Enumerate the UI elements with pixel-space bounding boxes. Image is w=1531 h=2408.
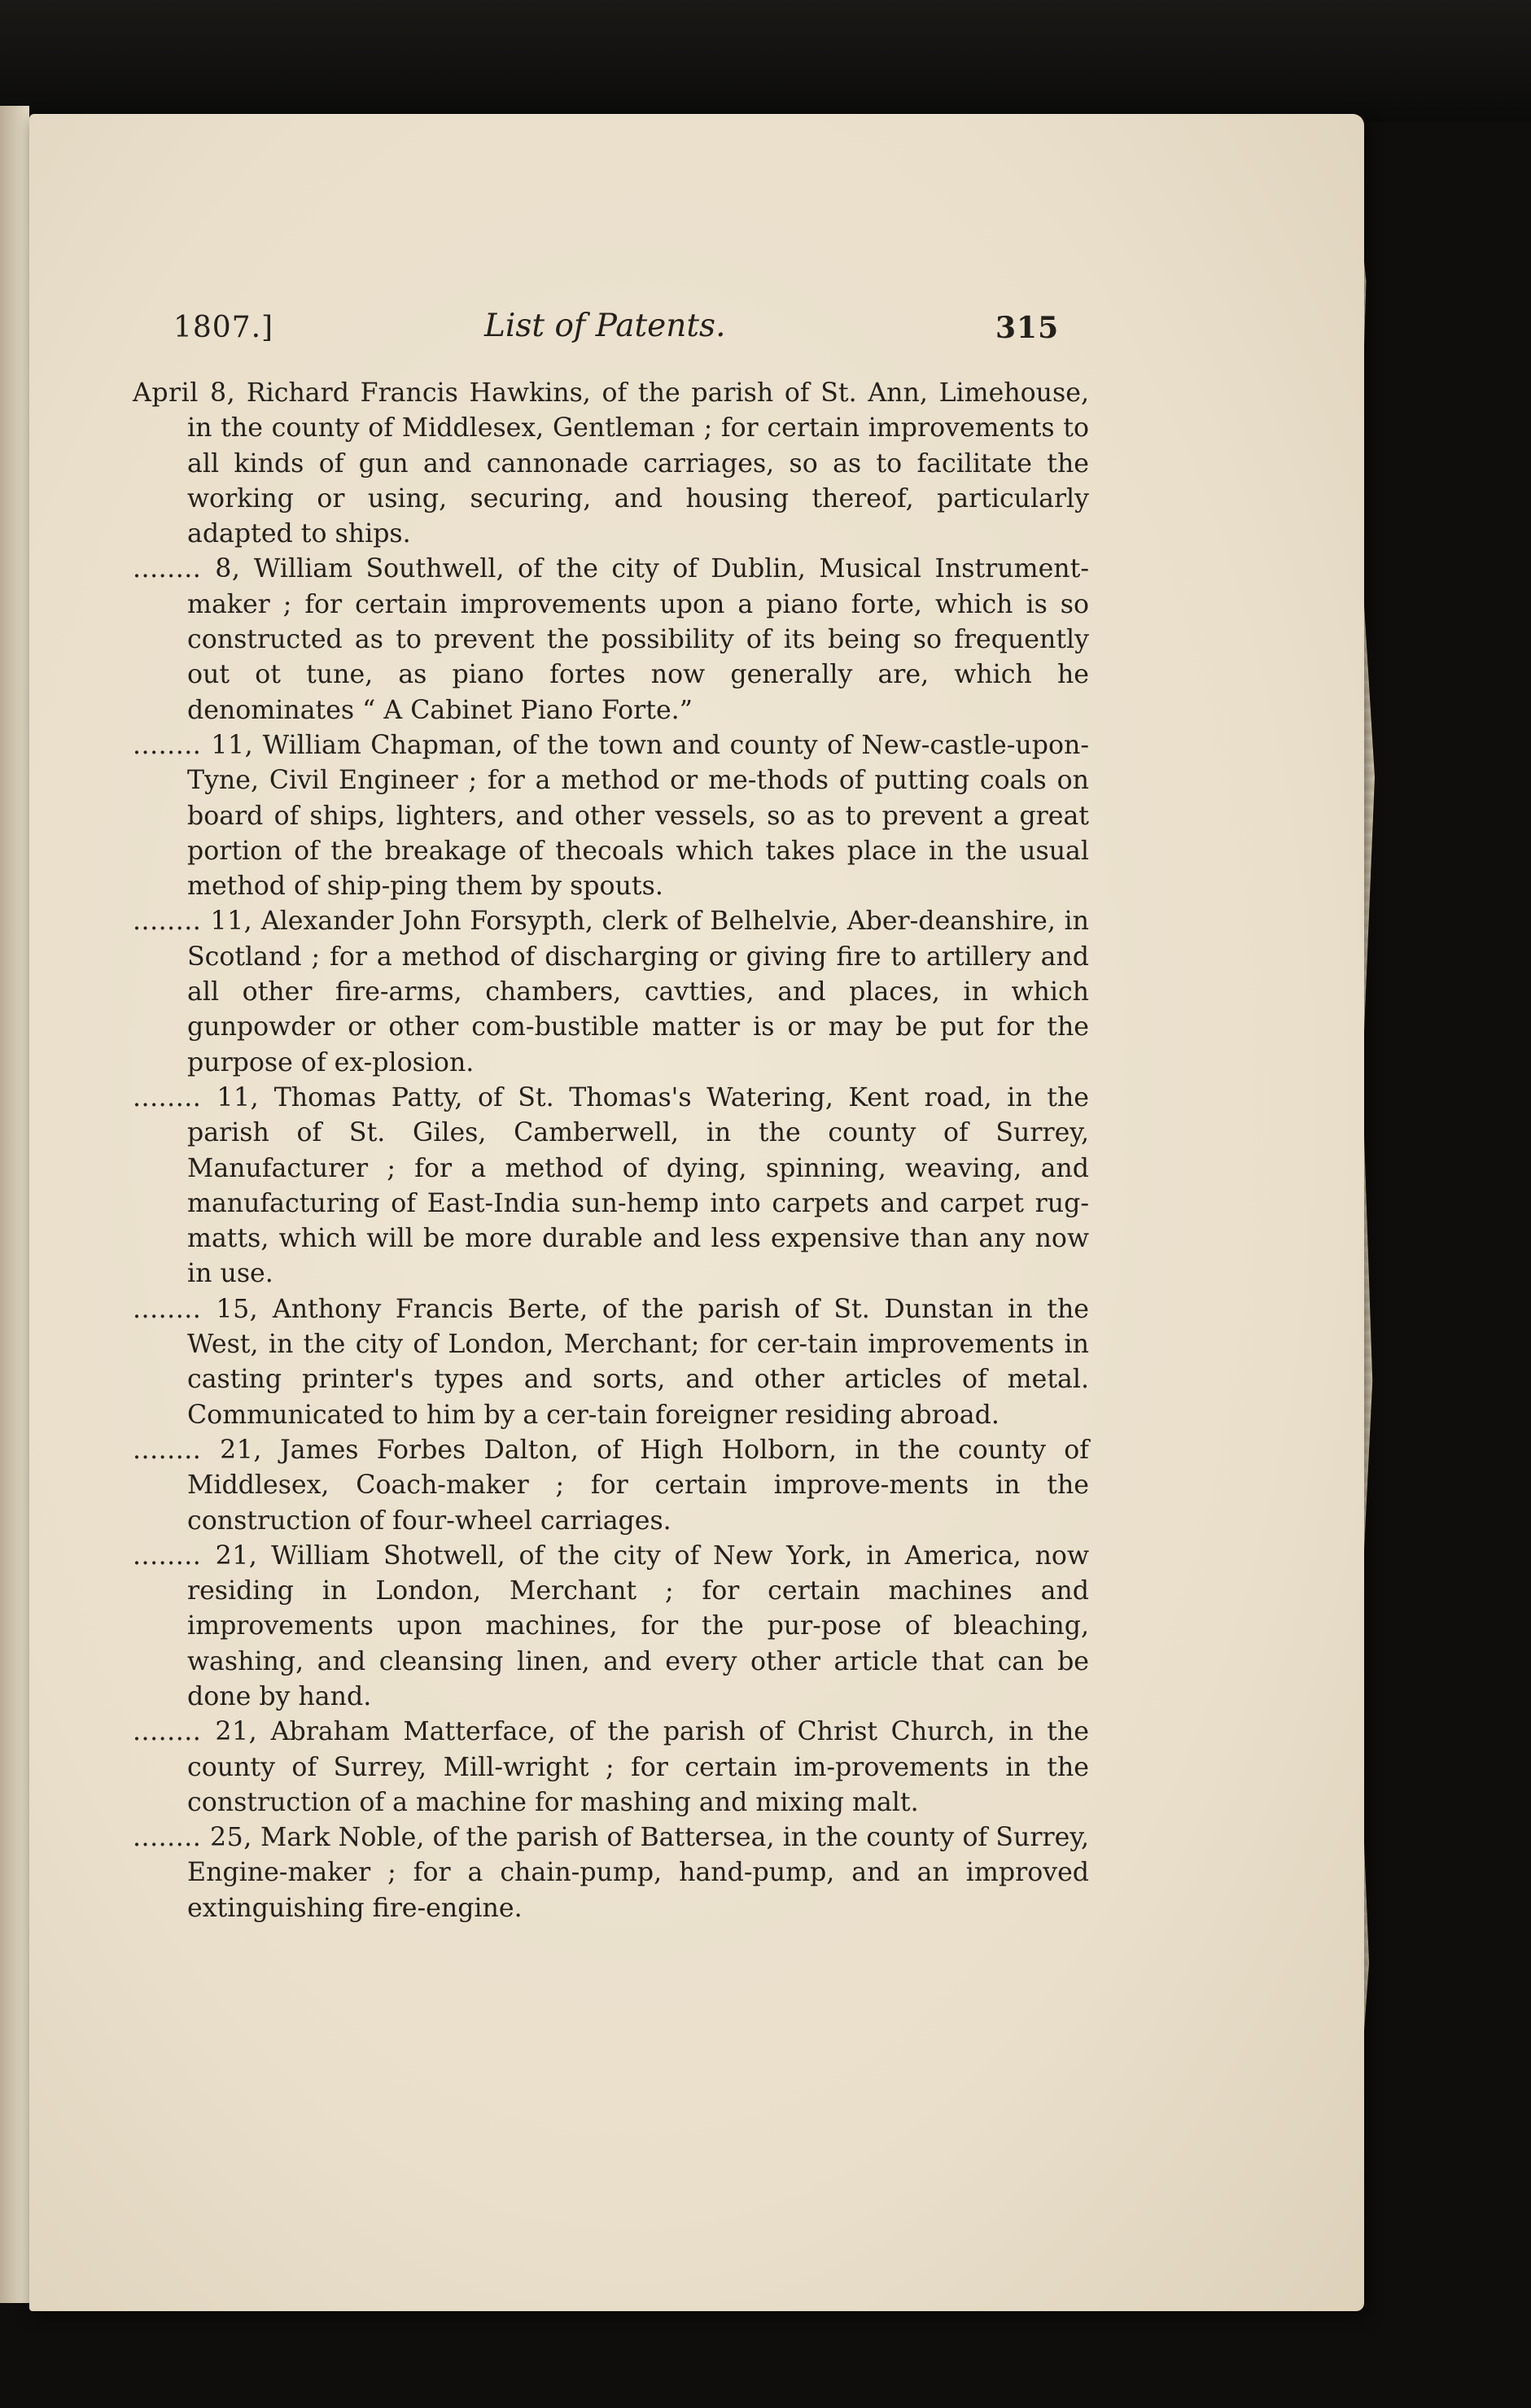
- entry-text: William Southwell, of the city of Dublin, Musical Instrument-maker ; for certain improvements upon a piano forte, which is so constructed as to prevent the possibility of its being so frequently out ot tune, as piano fortes now generally are, which he denominates “ A Cabinet Piano Forte.”: [187, 554, 1090, 725]
- entry-date: ........ 11,: [133, 1082, 260, 1112]
- patent-list: [133, 376, 1089, 1926]
- patent-entry: [133, 1820, 1089, 1926]
- entry-text: Alexander John Forsypth, clerk of Belhelvie, Aber-deanshire, in Scotland ; for a method of discharging or giving fire to artillery and all other fire-arms, chambers, cavtties, and places, in which gunpowder or other com-bustible matter is or may be put for the purpose of ex-plosion.: [187, 907, 1089, 1077]
- patent-entry: [133, 376, 1089, 552]
- facing-page-edge: [0, 106, 29, 2303]
- page-number: 315: [995, 311, 1060, 345]
- entry-date: ........ 15,: [133, 1294, 259, 1324]
- running-header: [133, 306, 1089, 355]
- header-title: List of Patents.: [484, 308, 726, 344]
- entry-date: ........ 11,: [133, 907, 253, 937]
- entry-text: Richard Francis Hawkins, of the parish of St. Ann, Limehouse, in the county of Middlesex, Gentleman ; for certain improvements to all kinds of gun and cannonade carriages, so as to facilitate the working or using, securing, and housing thereof, particularly adapted to ships.: [187, 378, 1089, 549]
- entry-date: ........ 25,: [133, 1823, 252, 1853]
- entry-date: ........ 11,: [133, 730, 254, 760]
- entry-date: ........ 21,: [133, 1435, 262, 1465]
- entry-text: Thomas Patty, of St. Thomas's Watering, Kent road, in the parish of St. Giles, Camberwell, in the county of Surrey, Manufacturer ; for a method of dying, spinning, weaving, and manufacturing of East-India sun-hemp into carpets and carpet rug-matts, which will be more durable and less expensive than any now in use.: [187, 1082, 1089, 1289]
- patent-entry: [133, 728, 1089, 904]
- entry-text: Anthony Francis Berte, of the parish of St. Dunstan in the West, in the city of London, Merchant; for cer-tain improvements in casting printer's types and sorts, and other articles of metal. Communicated to him by a cer-tain foreigner residing abroad.: [187, 1294, 1090, 1430]
- patent-entry: [133, 1539, 1089, 1715]
- entry-date: April 8,: [133, 378, 236, 408]
- patent-entry: [133, 1292, 1089, 1433]
- entry-text: Abraham Matterface, of the parish of Christ Church, in the county of Surrey, Mill-wright ; for certain im-provements in the construction of a machine for mashing and mixing malt.: [187, 1717, 1089, 1817]
- page-content: [133, 306, 1089, 1926]
- patent-entry: [133, 904, 1089, 1080]
- header-year: 1807.]: [173, 311, 274, 344]
- patent-entry: [133, 552, 1089, 728]
- entry-text: Mark Noble, of the parish of Battersea, in the county of Surrey, Engine-maker ; for a chain-pump, hand-pump, and an improved extinguishing fire-engine.: [187, 1823, 1090, 1923]
- entry-date: ........ 21,: [133, 1717, 258, 1747]
- patent-entry: [133, 1433, 1089, 1539]
- patent-entry: [133, 1081, 1089, 1292]
- entry-date: ........ 21,: [133, 1541, 258, 1571]
- entry-text: William Chapman, of the town and county of New-castle-upon-Tyne, Civil Engineer ; for a method or me-thods of putting coals on board of ships, lighters, and other vessels, so as to prevent a great portion of the breakage of thecoals which takes place in the usual method of ship-ping them by spouts.: [187, 730, 1089, 902]
- background-top: [0, 0, 1531, 122]
- patent-entry: [133, 1715, 1089, 1820]
- entry-text: James Forbes Dalton, of High Holborn, in the county of Middlesex, Coach-maker ; for certain improve-ments in the construction of four-wheel carriages.: [187, 1435, 1089, 1536]
- entry-date: ........ 8,: [133, 554, 241, 584]
- entry-text: William Shotwell, of the city of New York, in America, now residing in London, Merchant ; for certain machines and improvements upon machines, for the pur-pose of bleaching, washing, and cleansing linen, and every other article that can be done by hand.: [187, 1541, 1089, 1711]
